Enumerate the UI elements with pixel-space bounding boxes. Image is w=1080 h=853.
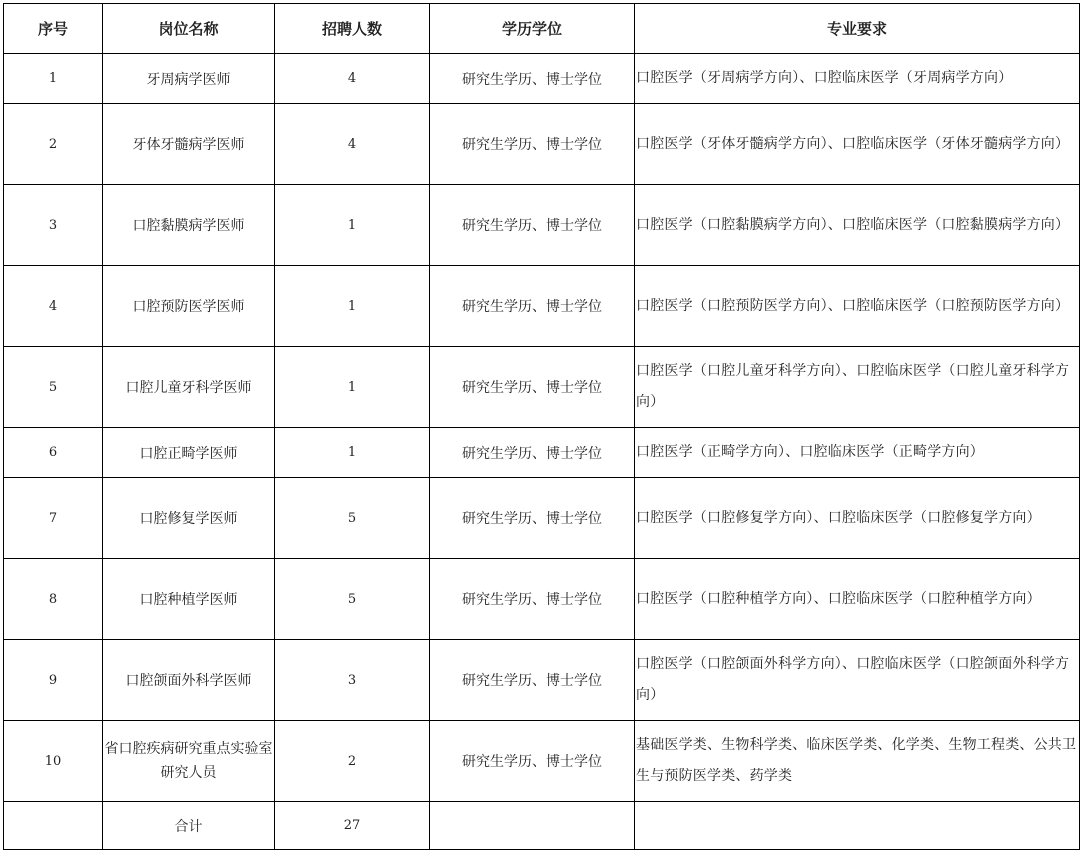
total-no bbox=[4, 802, 103, 850]
row-count: 1 bbox=[275, 185, 430, 266]
table-row bbox=[4, 185, 1080, 266]
total-count: 27 bbox=[275, 802, 430, 850]
header-no: 序号 bbox=[4, 4, 103, 54]
row-position: 省口腔疾病研究重点实验室研究人员 bbox=[103, 721, 275, 802]
row-position: 口腔预防医学医师 bbox=[103, 266, 275, 347]
row-count: 1 bbox=[275, 347, 430, 428]
row-position: 口腔正畸学医师 bbox=[103, 428, 275, 478]
header-major: 专业要求 bbox=[635, 4, 1080, 54]
row-no: 6 bbox=[4, 428, 103, 478]
table-row bbox=[4, 559, 1080, 640]
header-degree: 学历学位 bbox=[430, 4, 635, 54]
row-no: 8 bbox=[4, 559, 103, 640]
total-degree bbox=[430, 802, 635, 850]
row-position: 口腔黏膜病学医师 bbox=[103, 185, 275, 266]
row-degree: 研究生学历、博士学位 bbox=[430, 347, 635, 428]
row-count: 2 bbox=[275, 721, 430, 802]
row-count: 4 bbox=[275, 104, 430, 185]
row-no: 4 bbox=[4, 266, 103, 347]
row-major: 口腔医学（口腔修复学方向）、口腔临床医学（口腔修复学方向） bbox=[635, 478, 1080, 559]
table-row bbox=[4, 640, 1080, 721]
table-row bbox=[4, 347, 1080, 428]
table-row bbox=[4, 104, 1080, 185]
header-position: 岗位名称 bbox=[103, 4, 275, 54]
row-degree: 研究生学历、博士学位 bbox=[430, 428, 635, 478]
total-label: 合计 bbox=[103, 802, 275, 850]
row-no: 9 bbox=[4, 640, 103, 721]
header-row bbox=[4, 4, 1080, 54]
table-row bbox=[4, 721, 1080, 802]
total-row bbox=[4, 802, 1080, 850]
row-degree: 研究生学历、博士学位 bbox=[430, 104, 635, 185]
header-count: 招聘人数 bbox=[275, 4, 430, 54]
row-degree: 研究生学历、博士学位 bbox=[430, 640, 635, 721]
row-count: 3 bbox=[275, 640, 430, 721]
row-position: 牙体牙髓病学医师 bbox=[103, 104, 275, 185]
table-row bbox=[4, 54, 1080, 104]
row-position: 口腔儿童牙科学医师 bbox=[103, 347, 275, 428]
row-major: 口腔医学（口腔黏膜病学方向）、口腔临床医学（口腔黏膜病学方向） bbox=[635, 185, 1080, 266]
row-degree: 研究生学历、博士学位 bbox=[430, 478, 635, 559]
row-major: 口腔医学（牙周病学方向）、口腔临床医学（牙周病学方向） bbox=[635, 54, 1080, 104]
total-major bbox=[635, 802, 1080, 850]
table-row bbox=[4, 266, 1080, 347]
row-no: 7 bbox=[4, 478, 103, 559]
row-no: 10 bbox=[4, 721, 103, 802]
row-major: 口腔医学（牙体牙髓病学方向）、口腔临床医学（牙体牙髓病学方向） bbox=[635, 104, 1080, 185]
row-no: 1 bbox=[4, 54, 103, 104]
row-position: 口腔种植学医师 bbox=[103, 559, 275, 640]
row-major: 口腔医学（口腔儿童牙科学方向）、口腔临床医学（口腔儿童牙科学方向） bbox=[635, 347, 1080, 428]
row-position: 口腔修复学医师 bbox=[103, 478, 275, 559]
row-degree: 研究生学历、博士学位 bbox=[430, 266, 635, 347]
row-degree: 研究生学历、博士学位 bbox=[430, 185, 635, 266]
row-major: 基础医学类、生物科学类、临床医学类、化学类、生物工程类、公共卫生与预防医学类、药学类 bbox=[635, 721, 1080, 802]
row-major: 口腔医学（正畸学方向）、口腔临床医学（正畸学方向） bbox=[635, 428, 1080, 478]
row-no: 3 bbox=[4, 185, 103, 266]
row-major: 口腔医学（口腔颌面外科学方向）、口腔临床医学（口腔颌面外科学方向） bbox=[635, 640, 1080, 721]
row-position: 牙周病学医师 bbox=[103, 54, 275, 104]
row-count: 5 bbox=[275, 559, 430, 640]
table-row bbox=[4, 428, 1080, 478]
row-no: 2 bbox=[4, 104, 103, 185]
table-row bbox=[4, 478, 1080, 559]
recruitment-table bbox=[3, 3, 1080, 850]
row-degree: 研究生学历、博士学位 bbox=[430, 559, 635, 640]
row-count: 5 bbox=[275, 478, 430, 559]
row-count: 4 bbox=[275, 54, 430, 104]
row-no: 5 bbox=[4, 347, 103, 428]
row-count: 1 bbox=[275, 266, 430, 347]
row-major: 口腔医学（口腔预防医学方向）、口腔临床医学（口腔预防医学方向） bbox=[635, 266, 1080, 347]
row-degree: 研究生学历、博士学位 bbox=[430, 721, 635, 802]
row-degree: 研究生学历、博士学位 bbox=[430, 54, 635, 104]
row-count: 1 bbox=[275, 428, 430, 478]
row-major: 口腔医学（口腔种植学方向）、口腔临床医学（口腔种植学方向） bbox=[635, 559, 1080, 640]
row-position: 口腔颌面外科学医师 bbox=[103, 640, 275, 721]
